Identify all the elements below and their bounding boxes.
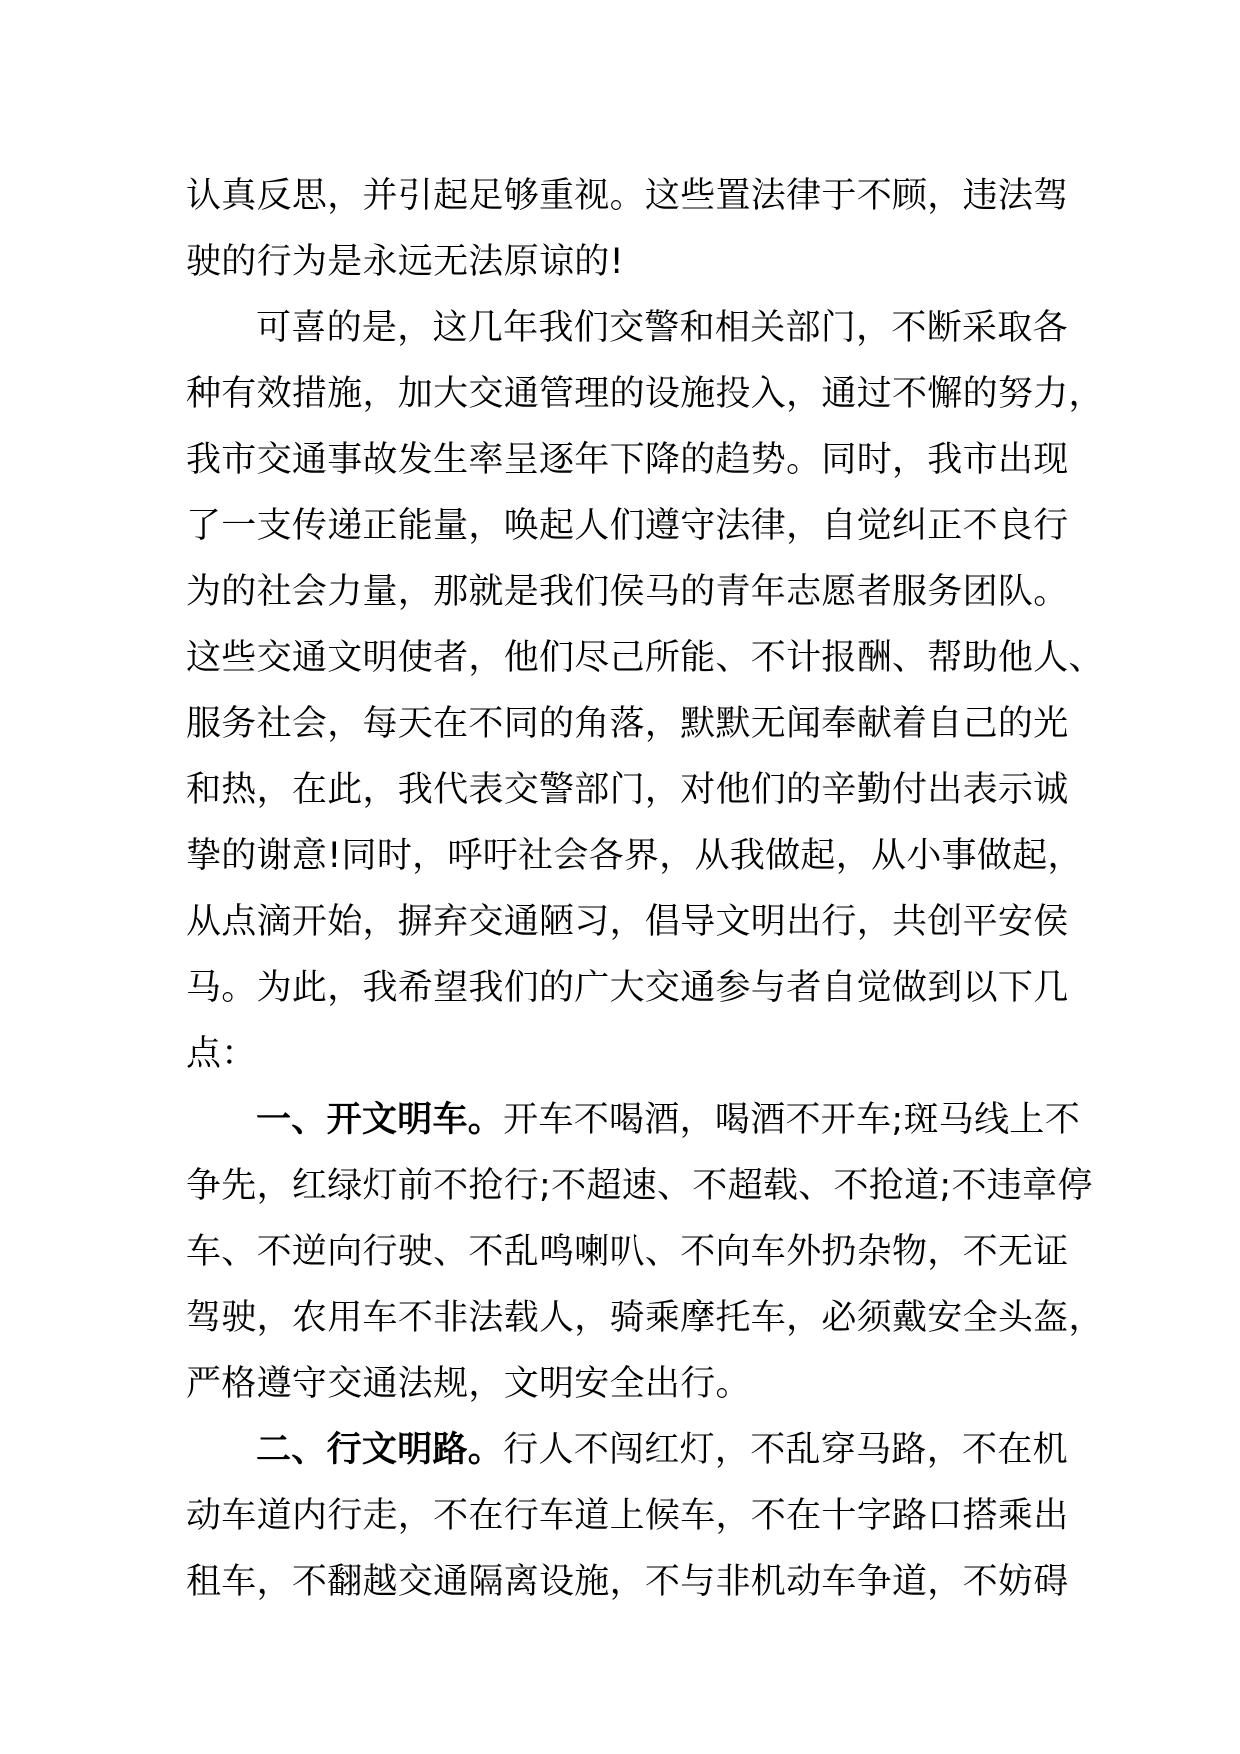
text-line: 认真反思，并引起足够重视。这些置法律于不顾，违法驾 (186, 176, 1069, 216)
section-heading: 二、行文明路。 (256, 1430, 504, 1470)
text-line: 驾驶，农用车不非法载人，骑乘摩托车，必须戴安全头盔， (186, 1298, 1104, 1338)
text-line: 和热，在此，我代表交警部门，对他们的辛勤付出表示诚 (186, 770, 1069, 810)
text-line: 点： (186, 1034, 257, 1074)
text-line: 从点滴开始，摒弃交通陋习，倡导文明出行，共创平安侯 (186, 902, 1069, 942)
text-line: 争先，红绿灯前不抢行;不超速、不超载、不抢道;不违章停 (186, 1166, 1093, 1206)
text-line: 严格遵守交通法规，文明安全出行。 (186, 1364, 751, 1404)
section-heading-line (186, 1087, 1081, 1153)
text-line: 我市交通事故发生率呈逐年下降的趋势。同时，我市出现 (186, 440, 1069, 480)
text-line: 车、不逆向行驶、不乱鸣喇叭、不向车外扔杂物，不无证 (186, 1232, 1069, 1272)
text-line: 服务社会，每天在不同的角落，默默无闻奉献着自己的光 (186, 704, 1069, 744)
text-line: 驶的行为是永远无法原谅的! (186, 242, 624, 282)
text-line: 租车，不翻越交通隔离设施，不与非机动车争道，不妨碍 (186, 1562, 1069, 1602)
text-line: 这些交通文明使者，他们尽己所能、不计报酬、帮助他人、 (186, 638, 1104, 678)
section-text: 行人不闯红灯，不乱穿马路，不在机 (503, 1430, 1068, 1470)
text-line: 动车道内行走，不在行车道上候车，不在十字路口搭乘出 (186, 1496, 1069, 1536)
section-text: 开车不喝酒，喝酒不开车;斑马线上不 (503, 1100, 1081, 1140)
body-text (186, 163, 1104, 1615)
paragraph-start-line: 可喜的是，这几年我们交警和相关部门，不断采取各 (256, 308, 1068, 348)
text-line: 为的社会力量，那就是我们侯马的青年志愿者服务团队。 (186, 572, 1069, 612)
section-heading: 一、开文明车。 (256, 1100, 504, 1140)
text-line: 马。为此，我希望我们的广大交通参与者自觉做到以下几 (186, 968, 1069, 1008)
text-line: 了一支传递正能量，唤起人们遵守法律，自觉纠正不良行 (186, 506, 1069, 546)
section-heading-line (186, 1417, 1066, 1483)
text-line: 种有效措施，加大交通管理的设施投入，通过不懈的努力， (186, 374, 1104, 414)
text-line: 挚的谢意!同时，呼吁社会各界，从我做起，从小事做起， (186, 836, 1083, 876)
